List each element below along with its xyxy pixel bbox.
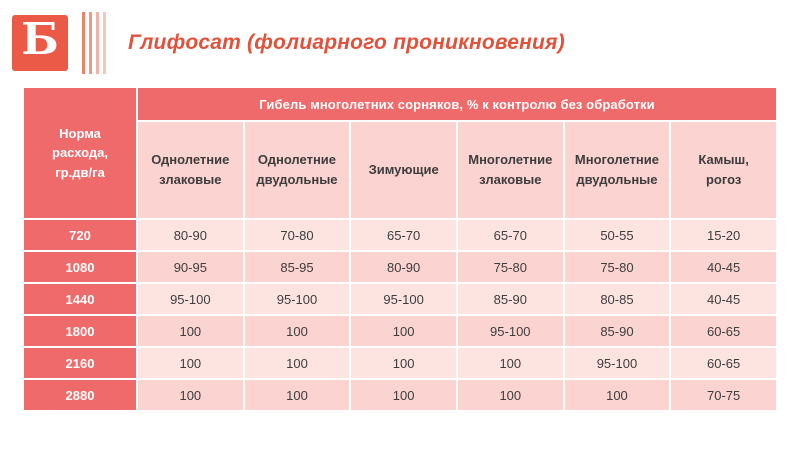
table-row (23, 283, 777, 315)
stripe-1 (82, 12, 85, 74)
row-label: 1440 (23, 283, 137, 315)
table-cell: 80-85 (564, 283, 671, 315)
column-header-5-line-2: рогоз (705, 172, 742, 187)
table-cell: 15-20 (670, 219, 777, 251)
stripe-3 (96, 12, 99, 74)
logo-letter: Б (21, 14, 59, 65)
column-header-5-line-1: Камыш, (698, 151, 749, 167)
column-header-5 (670, 121, 777, 219)
table-cell: 80-90 (137, 219, 244, 251)
table-cell: 50-55 (564, 219, 671, 251)
column-header-4 (564, 121, 671, 219)
table-cell: 100 (137, 379, 244, 411)
table-cell: 80-90 (350, 251, 457, 283)
row-label: 2880 (23, 379, 137, 411)
table-cell: 75-80 (457, 251, 564, 283)
table-banner-row (23, 87, 777, 121)
table-head (23, 87, 777, 219)
table-row (23, 379, 777, 411)
table-cell: 100 (137, 347, 244, 379)
row-label: 720 (23, 219, 137, 251)
weed-control-table (22, 86, 778, 412)
table-cell: 100 (350, 379, 457, 411)
column-header-1-line-1: Однолетние (257, 151, 337, 167)
table-cell: 40-45 (670, 251, 777, 283)
table-cell: 65-70 (350, 219, 457, 251)
table-row (23, 347, 777, 379)
table-cell: 95-100 (244, 283, 351, 315)
table-banner: Гибель многолетних сорняков, % к контролю без обработки (137, 87, 777, 121)
page-header (0, 0, 800, 86)
column-header-3-line-2: злаковые (479, 172, 542, 187)
table-cell: 95-100 (137, 283, 244, 315)
page-title: Глифосат (фолиарного проникновения) (128, 31, 565, 54)
norm-header-line-2: расхода, (52, 145, 108, 161)
table-body (23, 219, 777, 411)
column-header-2-line-1: Зимующие (368, 161, 439, 177)
column-header-1-line-2: двудольные (256, 172, 338, 187)
table-cell: 85-90 (564, 315, 671, 347)
table-column-header-row (23, 121, 777, 219)
norm-header-line-1: Норма (59, 125, 101, 141)
column-header-3-line-1: Многолетние (468, 151, 553, 167)
table-cell: 60-65 (670, 347, 777, 379)
stripe-4 (103, 12, 106, 74)
column-header-4-line-2: двудольные (576, 172, 658, 187)
table-cell: 100 (137, 315, 244, 347)
column-header-2 (350, 121, 457, 219)
table-cell: 100 (457, 347, 564, 379)
stripe-2 (89, 12, 92, 74)
table-cell: 100 (244, 347, 351, 379)
table-row (23, 315, 777, 347)
table-cell: 95-100 (457, 315, 564, 347)
table-cell: 85-95 (244, 251, 351, 283)
table-cell: 95-100 (350, 283, 457, 315)
norm-header-line-3: гр.дв/га (55, 164, 105, 180)
column-header-0-line-1: Однолетние (151, 151, 230, 167)
column-header-1 (244, 121, 351, 219)
table-cell: 85-90 (457, 283, 564, 315)
table-container (22, 86, 778, 412)
table-cell: 60-65 (670, 315, 777, 347)
table-cell: 100 (350, 347, 457, 379)
row-label: 2160 (23, 347, 137, 379)
row-label: 1800 (23, 315, 137, 347)
table-cell: 100 (564, 379, 671, 411)
table-cell: 95-100 (564, 347, 671, 379)
column-header-0 (137, 121, 244, 219)
row-label: 1080 (23, 251, 137, 283)
brand-logo-icon (12, 15, 68, 71)
norm-header-cell (23, 87, 137, 219)
table-cell: 65-70 (457, 219, 564, 251)
table-cell: 100 (457, 379, 564, 411)
table-cell: 100 (244, 379, 351, 411)
decorative-stripes (82, 12, 106, 74)
table-cell: 40-45 (670, 283, 777, 315)
table-cell: 70-80 (244, 219, 351, 251)
table-cell: 70-75 (670, 379, 777, 411)
table-cell: 90-95 (137, 251, 244, 283)
table-cell: 75-80 (564, 251, 671, 283)
table-cell: 100 (350, 315, 457, 347)
table-row (23, 251, 777, 283)
column-header-0-line-2: злаковые (159, 172, 222, 187)
column-header-3 (457, 121, 564, 219)
table-cell: 100 (244, 315, 351, 347)
column-header-4-line-1: Многолетние (574, 151, 659, 167)
table-row (23, 219, 777, 251)
